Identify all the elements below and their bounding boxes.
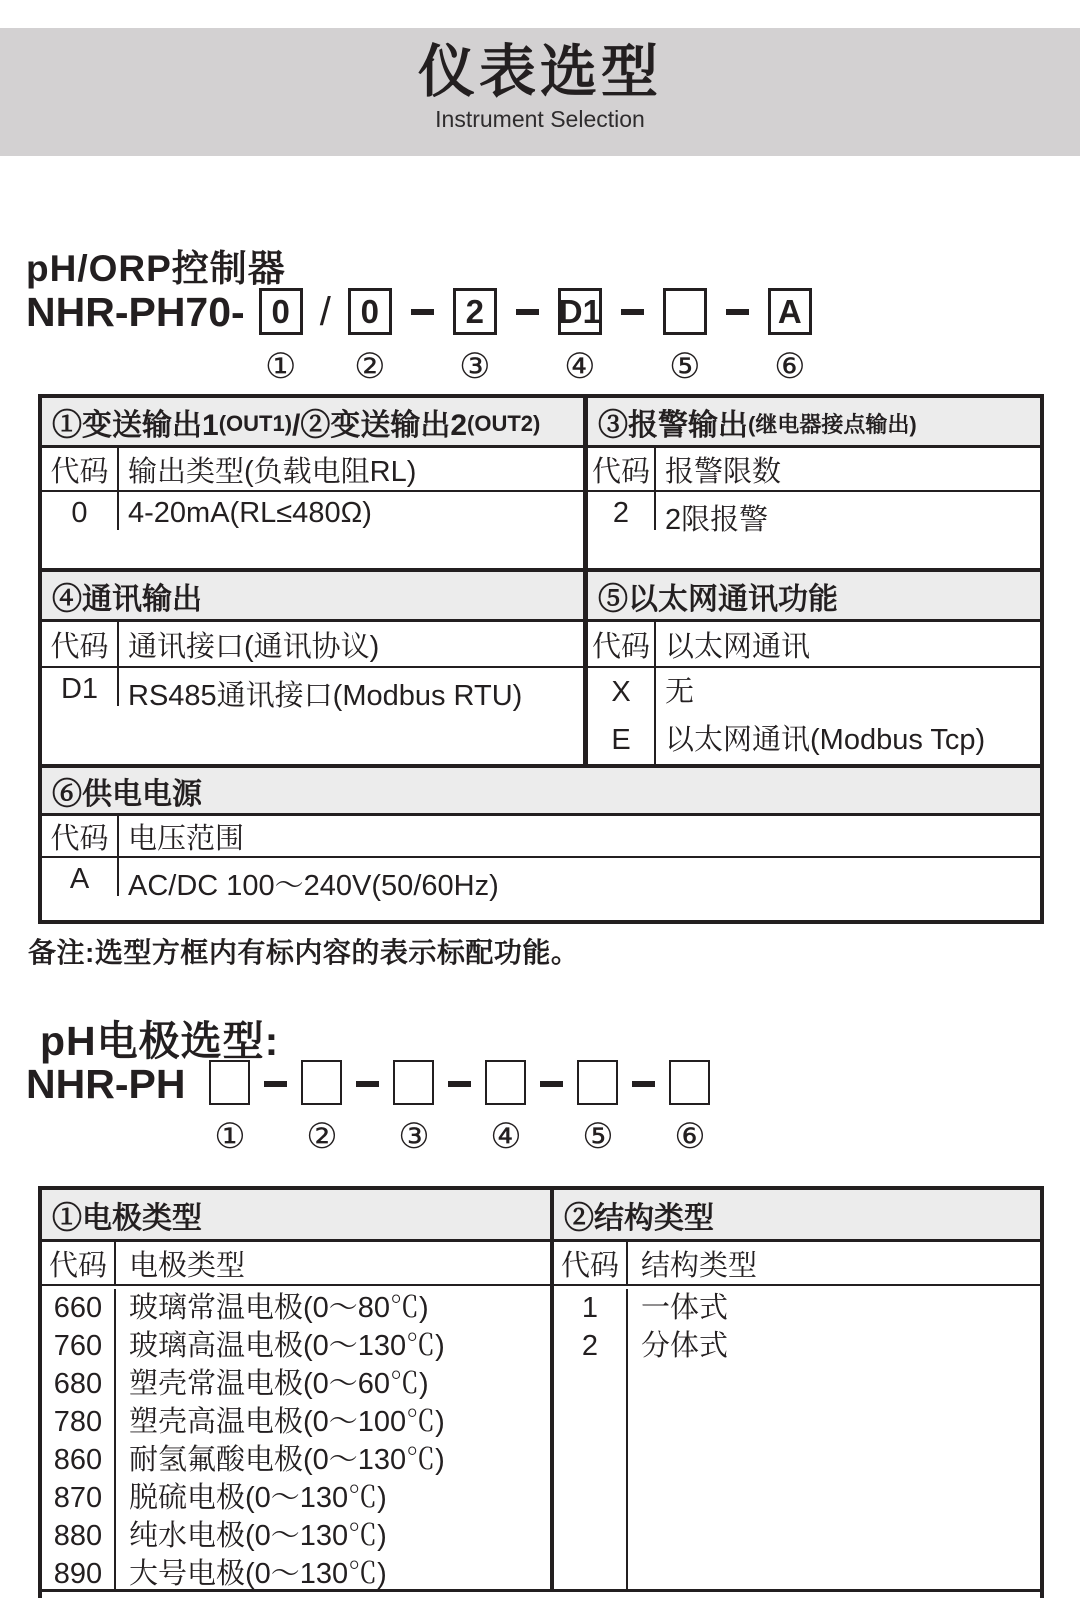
section-structure-type-header: ②结构类型: [554, 1190, 1040, 1242]
section-out1-out2-header: [42, 398, 583, 448]
section-electrode-type: [42, 1190, 554, 1592]
header-text-small: (OUT2): [467, 410, 541, 436]
page-banner: [0, 28, 1080, 156]
model-code-unit: [209, 1060, 250, 1157]
code-column-header: 代码: [42, 448, 119, 490]
header-text: ①变送输出1: [52, 408, 219, 442]
structure-type-rows: [554, 1286, 1040, 1592]
table-subheader-row: [42, 816, 1040, 858]
type-column-header: 以太网通讯: [665, 630, 811, 663]
code-column: [588, 668, 656, 764]
code-value: 660: [53, 1292, 103, 1324]
label-value: 以太网通讯(Modbus Tcp): [665, 724, 986, 756]
code-column-header: 代码: [588, 448, 656, 490]
model-code-box-5: [663, 288, 707, 335]
code-column: [42, 1289, 116, 1589]
label-column: [656, 668, 1040, 764]
table-subheader-row: [42, 448, 583, 492]
table-subheader-row: [588, 448, 1040, 492]
position-label-4: ④: [564, 347, 596, 387]
label-value: 塑壳高温电极(0～100℃): [129, 1406, 445, 1438]
electrode-heading: pH电极选型:: [40, 1018, 280, 1064]
model-code-unit: [485, 1060, 526, 1157]
model-code-box-2: 0: [348, 288, 392, 335]
dash-separator: [264, 1081, 287, 1087]
type-column-header: 电极类型: [129, 1249, 246, 1282]
position-label-2: ②: [354, 347, 386, 387]
table-subheader-row: [588, 622, 1040, 668]
label-value: 耐氢氟酸电极(0～130℃): [129, 1444, 445, 1476]
code-value: 0: [42, 492, 119, 530]
position-label-5: ⑤: [669, 347, 701, 387]
position-label-3: ③: [459, 347, 491, 387]
code-value: 860: [53, 1444, 103, 1476]
page-subtitle: Instrument Selection: [435, 106, 645, 132]
label-value: 塑壳常温电极(0～60℃): [129, 1368, 429, 1400]
table1-band-a: [42, 398, 1040, 568]
table-row: [42, 492, 583, 568]
label-column: [628, 1289, 1040, 1589]
code-value: 760: [53, 1330, 103, 1362]
code-value: X: [611, 676, 631, 708]
label-value: RS485通讯接口(Modbus RTU): [128, 680, 523, 712]
code-value: 680: [53, 1368, 103, 1400]
label-value: 脱硫电极(0～130℃): [129, 1482, 387, 1514]
model-code-unit: [453, 288, 497, 387]
position-label-3: ③: [398, 1117, 430, 1157]
label-value: 玻璃高温电极(0～130℃): [129, 1330, 445, 1362]
model-code-box-3: 2: [453, 288, 497, 335]
dash-separator: [448, 1081, 471, 1087]
table-row: [42, 668, 583, 764]
page-title: 仪表选型: [418, 40, 662, 104]
label-value: 一体式: [641, 1292, 729, 1324]
header-text-small: (继电器接点输出): [748, 412, 917, 437]
section-alarm-output: [588, 398, 1040, 568]
code-value: D1: [42, 668, 119, 706]
section-ethernet: [588, 572, 1040, 764]
code-value: E: [611, 724, 631, 756]
label-value: 4-20mA(RL≤480Ω): [128, 497, 372, 529]
dash-separator: [540, 1081, 563, 1087]
section-electrode-type-header: ①电极类型: [42, 1190, 550, 1242]
model-code-unit: [669, 1060, 710, 1157]
code-value: 870: [53, 1482, 103, 1514]
model-code-unit: [393, 1060, 434, 1157]
position-label-2: ②: [306, 1117, 338, 1157]
controller-model-line: [26, 288, 812, 387]
code-value: 880: [53, 1520, 103, 1552]
model-code-unit: [768, 288, 812, 387]
position-label-5: ⑤: [582, 1117, 614, 1157]
section-comm-output: [42, 572, 588, 764]
type-column-header: 报警限数: [665, 455, 782, 488]
dash-separator: [356, 1081, 379, 1087]
electrode-box-6: [669, 1060, 710, 1105]
controller-selection-table: [38, 394, 1044, 924]
table-row: [42, 858, 1040, 920]
electrode-model-prefix: NHR-PH: [26, 1061, 186, 1107]
code-column: [554, 1289, 628, 1589]
section-power-supply: [42, 768, 1040, 920]
code-column-header: 代码: [554, 1242, 628, 1284]
controller-model-prefix: NHR-PH70-: [26, 289, 245, 335]
section-ethernet-header: ⑤以太网通讯功能: [588, 572, 1040, 622]
code-value: 890: [53, 1558, 103, 1590]
model-code-unit: [577, 1060, 618, 1157]
electrode-box-3: [393, 1060, 434, 1105]
label-column: [116, 1289, 550, 1589]
section-power-header: ⑥供电电源: [42, 768, 1040, 816]
dash-separator: [621, 309, 644, 315]
controller-heading: pH/ORP控制器: [26, 248, 286, 289]
position-label-1: ①: [214, 1117, 246, 1157]
electrode-box-1: [209, 1060, 250, 1105]
dash-separator: [726, 309, 749, 315]
electrode-model-line: [26, 1060, 710, 1157]
code-column-header: 代码: [42, 1242, 116, 1284]
note-text: 备注:选型方框内有标内容的表示标配功能。: [28, 937, 580, 968]
model-code-unit: [558, 288, 602, 387]
electrode-box-5: [577, 1060, 618, 1105]
slash-separator: /: [319, 290, 331, 334]
table-row: [588, 492, 1040, 568]
position-label-1: ①: [265, 347, 297, 387]
model-code-box-6: A: [768, 288, 812, 335]
code-column-header: 代码: [42, 622, 119, 666]
type-column-header: 结构类型: [641, 1249, 758, 1282]
dash-separator: [632, 1081, 655, 1087]
section-comm-header: ④通讯输出: [42, 572, 583, 622]
label-value: 大号电极(0～130℃): [129, 1558, 387, 1590]
label-value: AC/DC 100～240V(50/60Hz): [128, 870, 499, 902]
position-label-6: ⑥: [774, 347, 806, 387]
code-value: 1: [581, 1292, 599, 1324]
section-alarm-header: [588, 398, 1040, 448]
electrode-box-4: [485, 1060, 526, 1105]
label-value: 无: [665, 676, 695, 708]
section-structure-type: [554, 1190, 1040, 1592]
table1-band-b: [42, 568, 1040, 764]
header-text: ③报警输出: [598, 408, 748, 442]
label-value: 纯水电极(0～130℃): [129, 1520, 387, 1552]
code-column-header: 代码: [42, 816, 119, 856]
header-text-small: (OUT1): [218, 410, 293, 436]
model-code-unit: [259, 288, 303, 387]
label-value: 2限报警: [665, 504, 769, 536]
electrode-type-rows: [42, 1286, 550, 1592]
dash-separator: [411, 309, 434, 315]
table2-band: [42, 1190, 1040, 1592]
code-column-header: 代码: [588, 622, 656, 666]
type-column-header: 通讯接口(通讯协议): [128, 630, 380, 663]
electrode-selection-table: [38, 1186, 1044, 1598]
table-subheader-row: [42, 622, 583, 668]
header-text: /②变送输出2: [292, 408, 468, 442]
model-code-box-1: 0: [259, 288, 303, 335]
position-label-6: ⑥: [674, 1117, 706, 1157]
table-subheader-row: [42, 1242, 550, 1286]
model-code-unit: [301, 1060, 342, 1157]
label-value: 分体式: [641, 1330, 729, 1362]
model-code-unit: [348, 288, 392, 387]
type-column-header: 输出类型(负载电阻RL): [128, 455, 417, 488]
code-value: 2: [588, 492, 656, 530]
code-value: 2: [581, 1330, 599, 1362]
table-subheader-row: [554, 1242, 1040, 1286]
electrode-box-2: [301, 1060, 342, 1105]
position-label-4: ④: [490, 1117, 522, 1157]
model-code-unit: [663, 288, 707, 387]
type-column-header: 电压范围: [128, 822, 245, 855]
section-out1-out2: [42, 398, 588, 568]
dash-separator: [516, 309, 539, 315]
table-rows-ethernet: [588, 668, 1040, 764]
table1-band-c: [42, 764, 1040, 920]
label-value: 玻璃常温电极(0～80℃): [129, 1292, 429, 1324]
model-code-box-4: D1: [558, 288, 602, 335]
code-value: 780: [53, 1406, 103, 1438]
code-value: A: [42, 858, 119, 896]
